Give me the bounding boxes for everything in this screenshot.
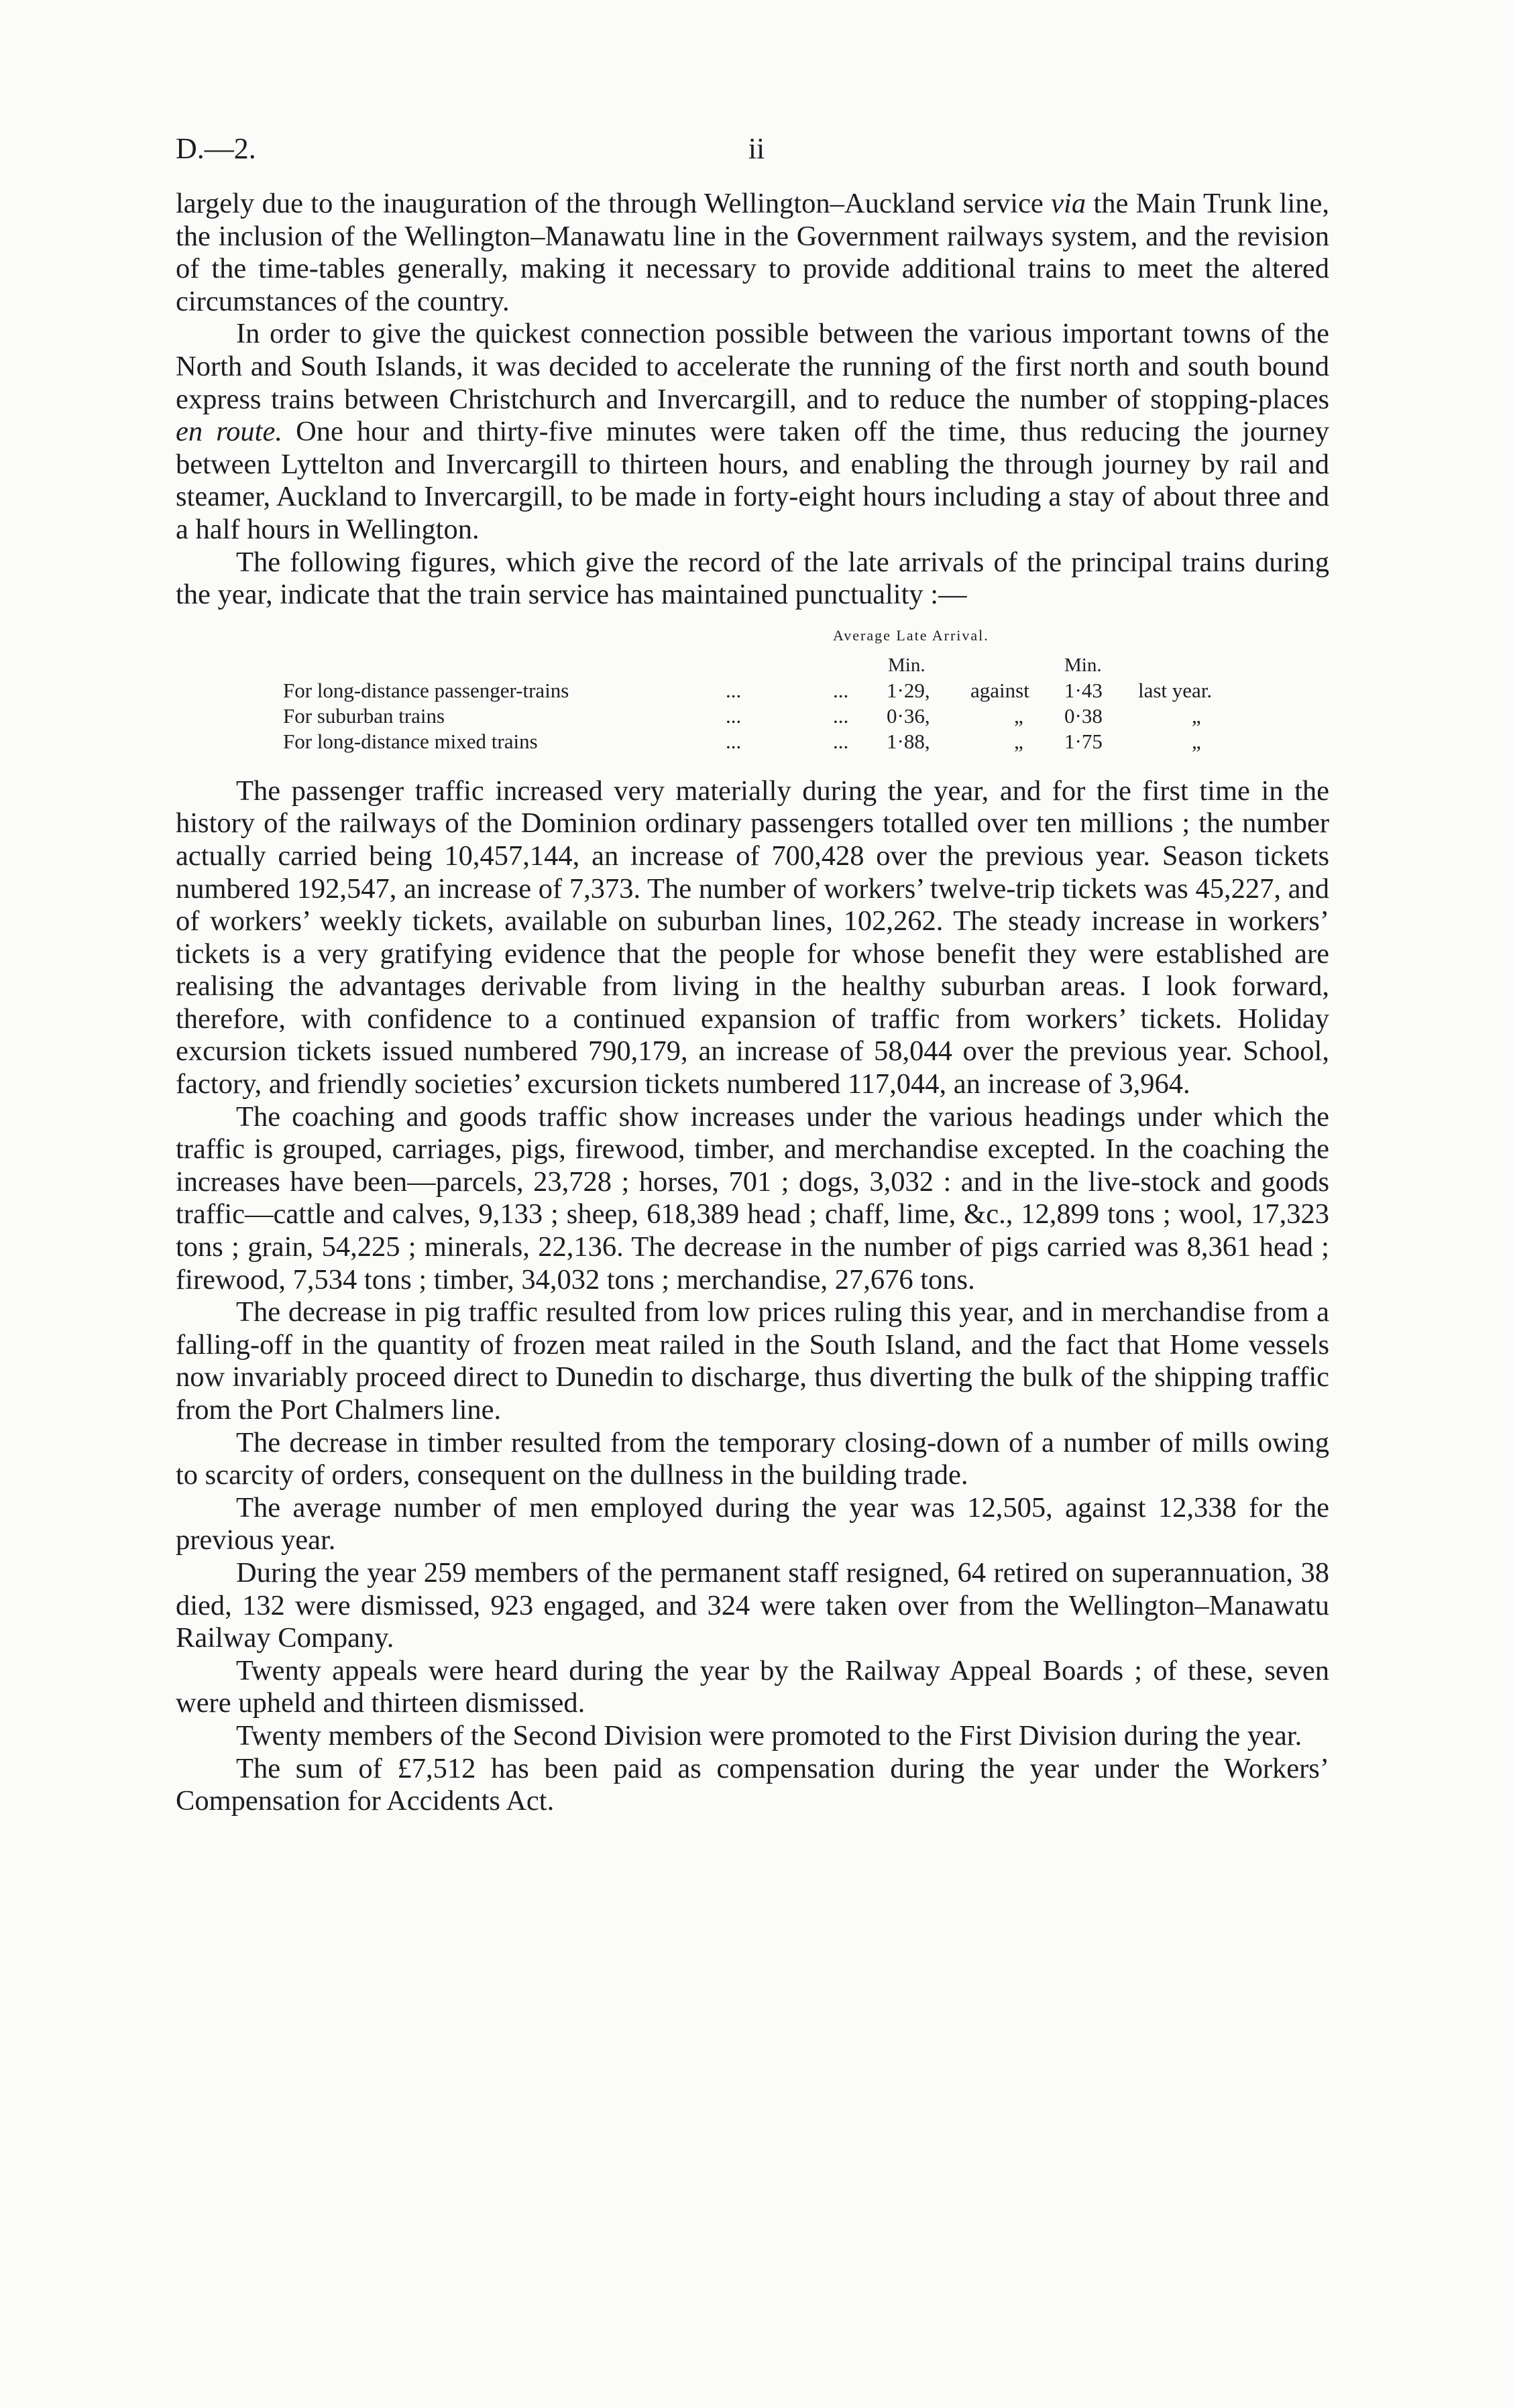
column-header-current: Min. xyxy=(888,654,926,676)
page-number: ii xyxy=(748,132,765,165)
paragraph: During the year 259 members of the permanent staff resigned, 64 retired on superannuation, 38 died, 132 were dismissed, 923 engaged, and 324 were taken over from the Wellington–Manawatu Railway Company. xyxy=(176,1556,1329,1654)
late-arrivals-table: Average Late Arrival. Min. Min. For long-distance passenger-trains ... ... 1·29, against 1·43 last year. For suburban trains ... ... 0·36, „ 0·38 „ For long-distance mixed trains ... ... 1·88, „ 1·75 „ xyxy=(176,612,1329,775)
paragraph: In order to give the quickest connection possible between the various important towns of the North and South Islands, it was decided to accelerate the running of the first north and south bound express trains between Christchurch and Invercargill, and to reduce the number of stopping-places en route. One hour and thirty-five minutes were taken off the time, thus reducing the journey between Lyttelton and Invercargill to thirteen hours, and enabling the through journey by rail and steamer, Auckland to Invercargill, to be made in forty-eight hours including a stay of about three and a half hours in Wellington. xyxy=(176,318,1329,545)
document-reference: D.—2. xyxy=(176,132,256,165)
paragraph: The coaching and goods traffic show increases under the various headings under which the traffic is grouped, carriages, pigs, firewood, timber, and merchandise excepted. In the coaching the increases have been—parcels, 23,728 ; horses, 701 ; dogs, 3,032 : and in the live-stock and goods traffic—cattle and calves, 9,133 ; sheep, 618,389 head ; chaff, lime, &c., 12,899 tons ; wool, 17,323 tons ; grain, 54,225 ; minerals, 22,136. The decrease in the number of pigs carried was 8,361 head ; firewood, 7,534 tons ; timber, 34,032 tons ; merchandise, 27,676 tons. xyxy=(176,1100,1329,1296)
paragraph: The decrease in pig traffic resulted from low prices ruling this year, and in merchandise from a falling-off in the quantity of frozen meat railed in the South Island, and the fact that Home vessels now invariably proceed direct to Dunedin to discharge, thus diverting the bulk of the shipping traffic from the Port Chalmers line. xyxy=(176,1296,1329,1426)
page-header xyxy=(176,131,1337,172)
paragraph: The following figures, which give the record of the late arrivals of the principal trains during the year, indicate that the train service has maintained punctuality :— xyxy=(176,546,1329,611)
paragraph: The passenger traffic increased very materially during the year, and for the first time in the history of the railways of the Dominion ordinary passengers totalled over ten millions ; the number actually carried being 10,457,144, an increase of 700,428 over the previous year. Season tickets numbered 192,547, an increase of 7,373. The number of workers’ twelve-trip tickets was 45,227, and of workers’ weekly tickets, available on suburban lines, 102,262. The steady increase in workers’ tickets is a very gratifying evidence that the people for whose benefit they were established are realising the advantages derivable from living in the healthy suburban areas. I look forward, therefore, with confidence to a continued expansion of traffic from workers’ tickets. Holiday excursion tickets issued numbered 790,179, an increase of 58,044 over the previous year. School, factory, and friendly societies’ excursion tickets numbered 117,044, an increase of 3,964. xyxy=(176,775,1329,1100)
column-header-previous: Min. xyxy=(1064,654,1102,676)
table-caption: Average Late Arrival. xyxy=(833,626,989,644)
paragraph: The decrease in timber resulted from the temporary closing-down of a number of mills owing to scarcity of orders, consequent on the dullness in the building trade. xyxy=(176,1426,1329,1491)
paragraph: The average number of men employed during the year was 12,505, against 12,338 for the previous year. xyxy=(176,1491,1329,1556)
paragraph: Twenty appeals were heard during the year by the Railway Appeal Boards ; of these, seven were upheld and thirteen dismissed. xyxy=(176,1654,1329,1719)
body-text xyxy=(176,188,1329,1818)
paragraph: largely due to the inauguration of the through Wellington–Auckland service via the Main Trunk line, the inclusion of the Wellington–Manawatu line in the Government railways system, and the revision of the time-tables generally, making it necessary to provide additional trains to meet the altered circumstances of the country. xyxy=(176,188,1330,317)
paragraph: The sum of £7,512 has been paid as compensation during the year under the Workers’ Compensation for Accidents Act. xyxy=(176,1752,1329,1817)
paragraph: Twenty members of the Second Division were promoted to the First Division during the year. xyxy=(236,1719,1302,1752)
